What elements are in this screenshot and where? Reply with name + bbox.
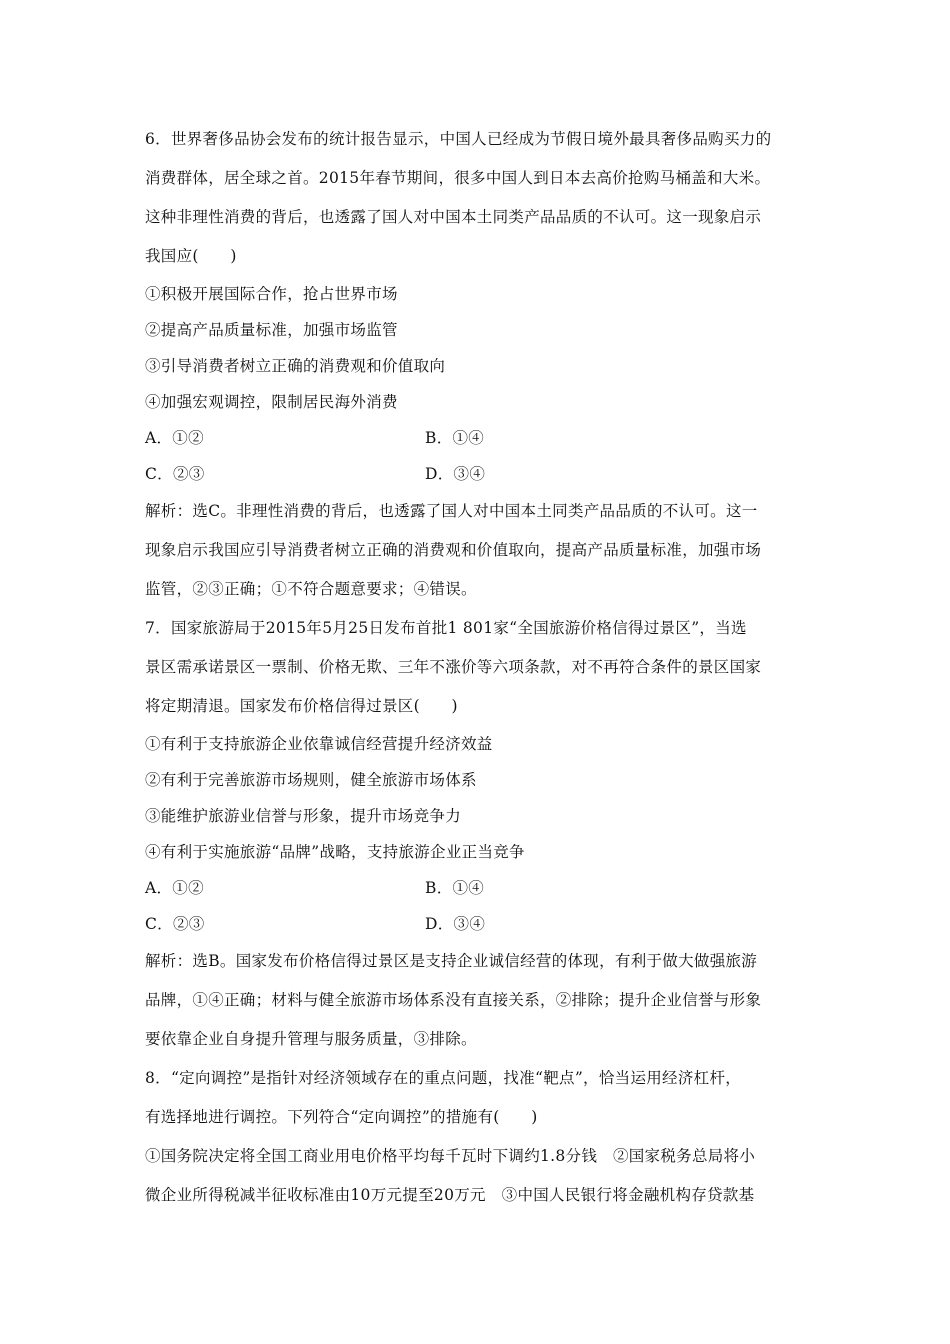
question-6-analysis-line: 监管，②③正确；①不符合题意要求；④错误。 (145, 580, 477, 598)
question-8-stem-line: 微企业所得税减半征收标准由10万元提至20万元 ③中国人民银行将金融机构存贷款基 (145, 1186, 755, 1204)
question-6-options-row (145, 456, 810, 492)
option-b: B．①④ (425, 429, 485, 447)
question-7-analysis-line: 品牌，①④正确；材料与健全旅游市场体系没有直接关系，②排除；提升企业信誉与形象 (145, 991, 762, 1009)
question-7-stem-line: 景区需承诺景区一票制、价格无欺、三年不涨价等六项条款，对不再符合条件的景区国家 (145, 658, 762, 676)
option-a: A．①② (145, 879, 204, 897)
question-6-analysis-line: 现象启示我国应引导消费者树立正确的消费观和价值取向，提高产品质量标准，加强市场 (145, 541, 762, 559)
question-6-item: ④加强宏观调控，限制居民海外消费 (145, 393, 398, 411)
question-8-stem-line: ①国务院决定将全国工商业用电价格平均每千瓦时下调约1.8分钱 ②国家税务总局将小 (145, 1147, 756, 1165)
question-7-item: ①有利于支持旅游企业依靠诚信经营提升经济效益 (145, 735, 493, 753)
question-7-analysis-line: 要依靠企业自身提升管理与服务质量，③排除。 (145, 1030, 477, 1048)
question-8-stem-line: 8．“定向调控”是指针对经济领域存在的重点问题，找准“靶点”，恰当运用经济杠杆， (145, 1069, 742, 1087)
option-c: C．②③ (145, 915, 205, 933)
option-d: D．③④ (425, 915, 486, 933)
question-7-stem-line: 将定期清退。国家发布价格信得过景区( ) (145, 697, 458, 715)
question-7 (145, 609, 810, 1059)
question-6-analysis-line: 解析：选C。非理性消费的背后，也透露了国人对中国本土同类产品品质的不认可。这一 (145, 502, 758, 520)
question-6-item: ①积极开展国际合作，抢占世界市场 (145, 285, 398, 303)
question-6-options-row (145, 420, 810, 456)
option-a: A．①② (145, 429, 204, 447)
question-6-item: ③引导消费者树立正确的消费观和价值取向 (145, 357, 446, 375)
question-8-stem-line: 有选择地进行调控。下列符合“定向调控”的措施有( ) (145, 1108, 538, 1126)
question-6-stem-line: 我国应( ) (145, 247, 237, 265)
question-7-item: ③能维护旅游业信誉与形象，提升市场竞争力 (145, 807, 462, 825)
question-6-stem-line: 这种非理性消费的背后，也透露了国人对中国本土同类产品品质的不认可。这一现象启示 (145, 208, 762, 226)
question-6-stem-line: 消费群体，居全球之首。2015年春节期间，很多中国人到日本去高价抢购马桶盖和大米。 (145, 169, 771, 187)
question-6-item: ②提高产品质量标准，加强市场监管 (145, 321, 398, 339)
option-b: B．①④ (425, 879, 485, 897)
question-6 (145, 120, 810, 609)
question-8 (145, 1059, 810, 1215)
question-6-stem-line: 6．世界奢侈品协会发布的统计报告显示，中国人已经成为节假日境外最具奢侈品购买力的 (145, 130, 772, 148)
question-7-item: ②有利于完善旅游市场规则，健全旅游市场体系 (145, 771, 477, 789)
question-7-item: ④有利于实施旅游“品牌”战略，支持旅游企业正当竞争 (145, 843, 525, 861)
page-content (145, 120, 810, 1215)
option-d: D．③④ (425, 465, 486, 483)
question-7-analysis-line: 解析：选B。国家发布价格信得过景区是支持企业诚信经营的体现，有利于做大做强旅游 (145, 952, 758, 970)
question-7-stem-line: 7．国家旅游局于2015年5月25日发布首批1 801家“全国旅游价格信得过景区”，当选 (145, 619, 747, 637)
question-7-options-row (145, 870, 810, 906)
option-c: C．②③ (145, 465, 205, 483)
question-7-options-row (145, 906, 810, 942)
